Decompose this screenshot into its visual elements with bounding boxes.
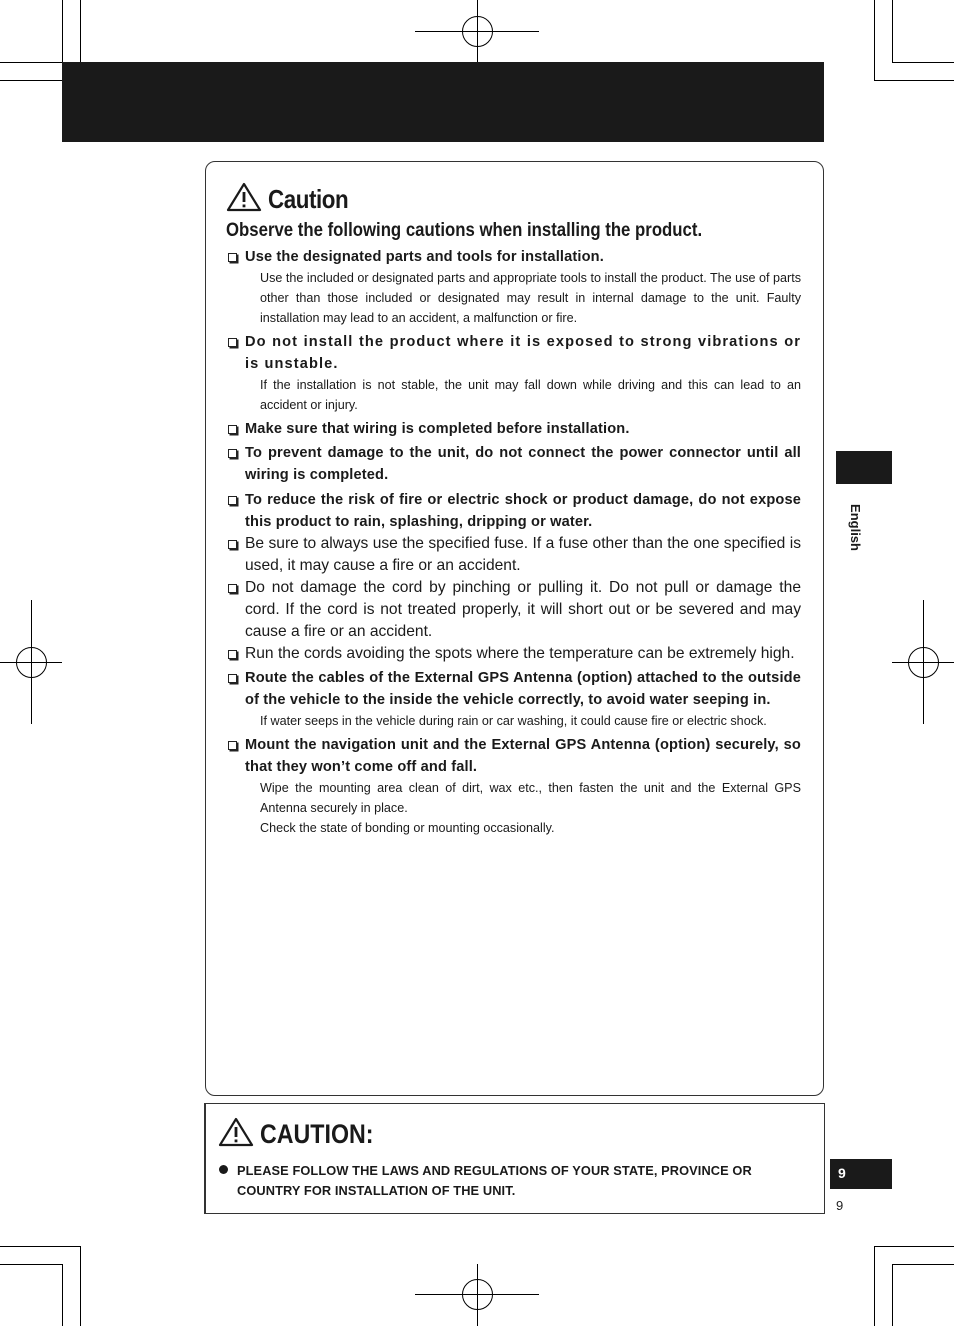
language-tab [836,451,892,484]
checkbox-bullet-icon [228,253,237,262]
list-item [228,667,801,731]
caution-notice-title: CAUTION: [260,1119,374,1149]
item-heading: To reduce the risk of fire or electric shock or product damage, do not expose this product to rain, splashing, dripping or water. [245,492,801,530]
checkbox-bullet-icon [228,496,237,505]
warning-triangle-icon [218,1117,254,1152]
list-item [228,577,801,643]
caution-notice-text: PLEASE FOLLOW THE LAWS AND REGULATIONS OF YOUR STATE, PROVINCE OR COUNTRY FOR INSTALLATION OF THE UNIT. [237,1163,752,1198]
item-heading: Do not install the product where it is exposed to strong vibrations or is unstable. [245,334,801,372]
list-item [228,643,801,665]
caution-subtitle: Observe the following cautions when installing the product. [226,219,703,241]
item-heading: To prevent damage to the unit, do not connect the power connector until all wiring is completed. [245,445,801,483]
checkbox-bullet-icon [228,650,237,659]
page-number: 9 [836,1198,844,1213]
caution-notice-heading [218,1117,392,1152]
item-text: Run the cords avoiding the spots where the temperature can be extremely high. [245,645,795,662]
list-item [228,246,801,328]
page-tab-number: 9 [838,1165,846,1181]
item-body: Use the included or designated parts and appropriate tools to install the product. The use of parts other than those included or designated may result in internal damage to the unit. Faulty installation may lead to an accident, a malfunction or fire. [260,271,801,325]
checkbox-bullet-icon [228,540,237,549]
list-item [228,533,801,577]
header-bar [62,62,824,142]
list-item [228,734,801,838]
item-body: Wipe the mounting area clean of dirt, wax etc., then fasten the unit and the External GPS Antenna securely in place. [260,781,801,815]
language-label: English [847,504,863,551]
item-body: If water seeps in the vehicle during rain or car washing, it could cause fire or electric shock. [260,714,767,728]
item-body: If the installation is not stable, the unit may fall down while driving and this can lead to an accident or injury. [260,378,801,412]
checkbox-bullet-icon [228,449,237,458]
caution-title: Caution [268,184,349,214]
item-body: Check the state of bonding or mounting occasionally. [260,821,555,835]
caution-list [228,246,801,838]
item-text: Do not damage the cord by pinching or pulling it. Do not pull or damage the cord. If the cord is not treated properly, it will short out or be severed and may cause a fire or an accident. [245,579,801,640]
item-text: Be sure to always use the specified fuse. If a fuse other than the one specified is used, it may cause a fire or an accident. [245,535,801,574]
item-heading: Mount the navigation unit and the External GPS Antenna (option) securely, so that they won’t come off and fall. [245,737,801,775]
list-item [228,489,801,533]
round-bullet-icon [219,1165,228,1174]
list-item [228,331,801,415]
item-heading: Use the designated parts and tools for installation. [245,249,604,265]
list-item [228,442,801,486]
checkbox-bullet-icon [228,741,237,750]
checkbox-bullet-icon [228,674,237,683]
checkbox-bullet-icon [228,338,237,347]
item-heading: Route the cables of the External GPS Antenna (option) attached to the outside of the vehicle to the inside the vehicle correctly, to avoid water seeping in. [245,670,801,708]
warning-triangle-icon [226,182,262,217]
checkbox-bullet-icon [228,425,237,434]
caution-heading [226,182,361,217]
item-heading: Make sure that wiring is completed before installation. [245,421,630,437]
checkbox-bullet-icon [228,584,237,593]
list-item [228,418,801,440]
